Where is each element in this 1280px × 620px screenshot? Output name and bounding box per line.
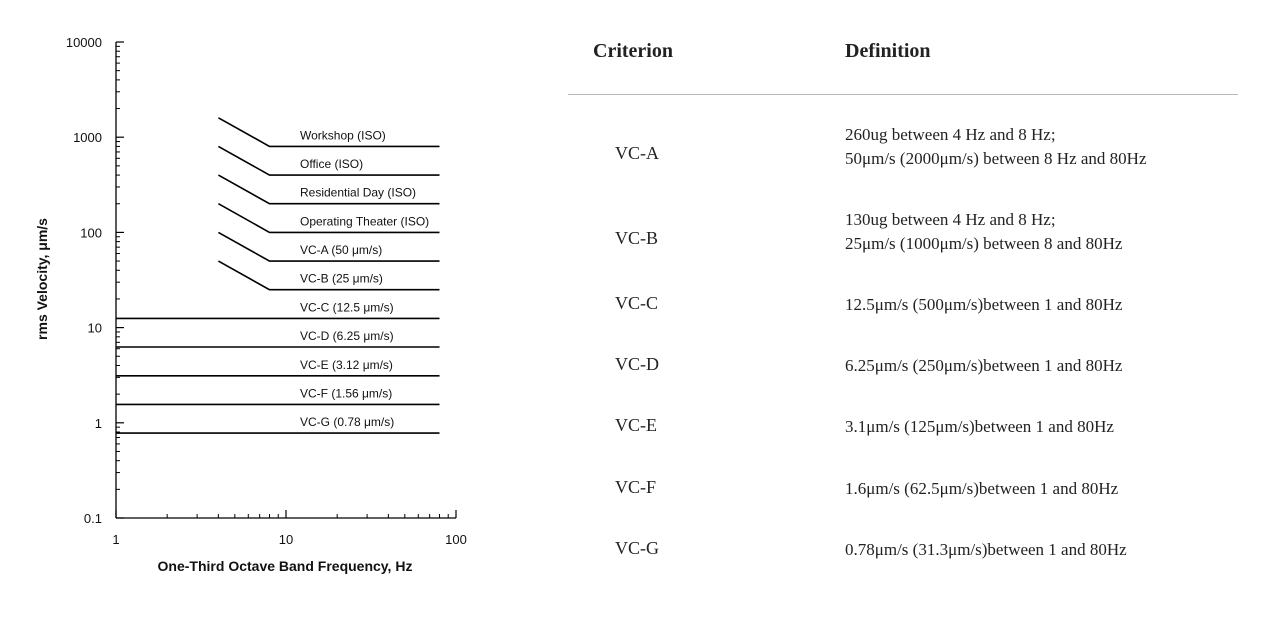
definition-cell: [845, 354, 1122, 378]
series-label: Office (ISO): [300, 157, 364, 172]
series-label: Residential Day (ISO): [300, 185, 417, 200]
y-axis-title: rms Velocity, μm/s: [34, 218, 50, 340]
definition-cell: [845, 477, 1118, 501]
y-tick-label: 0.1: [83, 511, 102, 526]
series-label: VC-B (25 μm/s): [300, 271, 383, 286]
definition-line: 50μm/s (2000μm/s) between 8 Hz and 80Hz: [845, 149, 1147, 168]
criterion-cell: VC-A: [615, 143, 659, 163]
x-tick-label: 1: [112, 532, 120, 547]
y-tick-label: 10: [87, 320, 102, 336]
vibration-criteria-chart: [0, 0, 560, 600]
criterion-cell: VC-E: [615, 415, 657, 435]
x-tick-label: 10: [278, 532, 294, 547]
definition-line: 130ug between 4 Hz and 8 Hz;: [845, 210, 1056, 229]
criterion-cell: VC-F: [615, 477, 657, 497]
criterion-cell: VC-G: [615, 538, 659, 558]
series-label: Workshop (ISO): [300, 128, 386, 143]
criterion-header: Criterion: [593, 40, 673, 62]
definition-cell: [845, 293, 1122, 317]
definition-cell: [845, 415, 1114, 439]
series-label: Operating Theater (ISO): [300, 214, 430, 229]
criterion-cell: VC-B: [615, 228, 659, 248]
series-label: VC-G (0.78 μm/s): [300, 415, 395, 430]
definition-line: 3.1μm/s (125μm/s)between 1 and 80Hz: [845, 417, 1114, 436]
y-tick-label: 1: [94, 415, 102, 431]
series-label: VC-C (12.5 μm/s): [300, 300, 394, 315]
criterion-cell: VC-D: [615, 354, 659, 374]
table-header: [568, 36, 1238, 95]
definition-line: 0.78μm/s (31.3μm/s)between 1 and 80Hz: [845, 540, 1127, 559]
criterion-cell: VC-C: [615, 293, 659, 313]
definition-cell: [845, 123, 1147, 171]
definition-line: 25μm/s (1000μm/s) between 8 and 80Hz: [845, 234, 1123, 253]
series-label: VC-D (6.25 μm/s): [300, 329, 394, 343]
definition-header: Definition: [845, 40, 931, 62]
x-tick-label: 100: [445, 532, 467, 547]
definition-line: 6.25μm/s (250μm/s)between 1 and 80Hz: [845, 356, 1123, 375]
definition-line: 260ug between 4 Hz and 8 Hz;: [845, 125, 1056, 144]
x-axis-title: One-Third Octave Band Frequency, Hz: [157, 558, 413, 574]
series-label: VC-A (50 μm/s): [300, 243, 383, 258]
definition-line: 12.5μm/s (500μm/s)between 1 and 80Hz: [845, 295, 1123, 314]
definition-cell: [845, 538, 1127, 562]
y-tick-label: 10000: [65, 35, 102, 50]
series-label: VC-E (3.12 μm/s): [300, 357, 393, 372]
definition-line: 1.6μm/s (62.5μm/s)between 1 and 80Hz: [845, 479, 1119, 498]
definition-cell: [845, 208, 1122, 256]
y-tick-label: 1000: [73, 130, 102, 146]
series-label: VC-F (1.56 μm/s): [300, 386, 393, 401]
y-tick-label: 100: [80, 225, 102, 241]
plot-area: [66, 35, 467, 547]
